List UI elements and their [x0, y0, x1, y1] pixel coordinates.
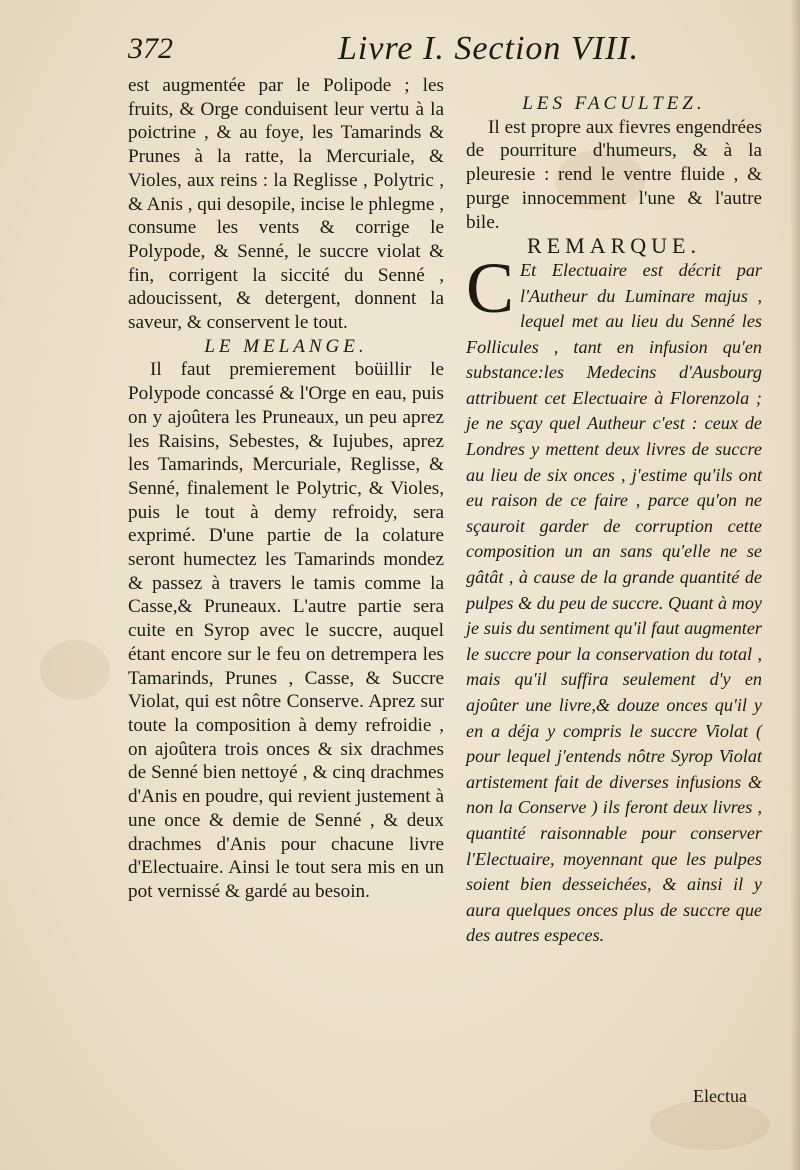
paper-stain [40, 640, 110, 700]
melange-heading: LE MELANGE. [204, 335, 368, 357]
right-column [466, 92, 762, 949]
paper-stain [650, 1100, 770, 1150]
page-edge-shadow [790, 0, 800, 1170]
facultez-heading: LES FACULTEZ. [522, 93, 706, 114]
remarque-body: Et Electuaire est décrit par l'Autheur du Luminare majus , lequel met au lieu du Senné les Follicules , tant en infusion qu'en substance:les Medecins d'Ausbourg attribuent cet Electuaire à Florenzola ; je ne sçay quel Autheur c'est : ceux de Londres y mettent deux livres de succre au lieu de six onces , j'estime qu'ils ont eu raison de ce faire , parce qu'on ne sçauroit garder de corruption cette composition un an sans qu'elle ne se gâtât , à cause de la grande quantité de pulpes & du peu de succre. Quant à moy je suis du sentiment qu'il faut augmenter le succre pour la conservation du total , mais qu'il suffira seulement d'y en ajoûter une livre,& douze onces qu'il y en a déja y compris le succre Violat ( pour lequel j'entends nôtre Syrop Violat artistement fait de diverses infusions & non la Conserve ) ils feront deux livres , quantité raisonnable pour conserver l'Electuaire, moyennant que les pulpes soient bien desseichées, & ainsi il y aura quelques onces plus de succre que des autres especes. [466, 259, 762, 946]
melange-paragraph: Il faut premierement boüillir le Polypode concassé & l'Orge en eau, puis on y ajoûtera les Pruneaux, un peu aprez les Raisins, Sebestes, & Iujubes, aprez les Tamarinds, Mercuriale, Reglisse, & Senné, finalement le Polytric, & Violes, puis le tout à demy refroidy, sera exprimé. D'une partie de la colature seront humectez les Tamarinds mondez & passez à travers le tamis comme la Casse,& Pruneaux. L'autre partie sera cuite en Syrop avec le succre, auquel étant encore sur le feu on detrempera les Tamarinds, Prunes , Casse, & Succre Violat, qui est nôtre Conserve. Aprez sur toute la composition à demy refroidie , on ajoûtera trois onces & six drachmes de Senné bien nettoyé , & cinq drachmes d'Anis en poudre, qui revient justement à une once & demie de Senné , & deux drachmes d'Anis pour chacune livre d'Electuaire. Ainsi le tout sera mis en un pot vernissé & gardé au besoin. [128, 359, 444, 902]
facultez-paragraph: Il est propre aux fievres engendrées de pourriture d'humeurs, & à la pleuresie : rend le ventre fluide , & purge innocemment l'une & l'autre bile. [466, 116, 762, 233]
remarque-heading: REMARQUE. [527, 233, 701, 259]
drop-cap: C [466, 247, 515, 328]
remarque-paragraph [466, 247, 762, 949]
running-head: Livre I. Section VIII. [338, 30, 640, 67]
catchword: Electua [693, 1086, 747, 1106]
continued-paragraph: est augmentée par le Polipode ; les fruits, & Orge conduisent leur vertu à la poictrine , & au foye, les Tamarinds & Prunes à la ratte, la Mercuriale, & Violes, aux reins : la Reglisse , Polytric , & Anis , qui desopile, incise le phlegme , consume les vents & corrige le Polypode, & Senné, le succre violat & fin, corrigent la siccité du Senné , adoucissent, & detergent, donnent la saveur, & conservent le tout. [128, 75, 445, 334]
page-number: 372 [128, 32, 173, 65]
left-column [128, 74, 444, 904]
page-header [128, 30, 730, 74]
